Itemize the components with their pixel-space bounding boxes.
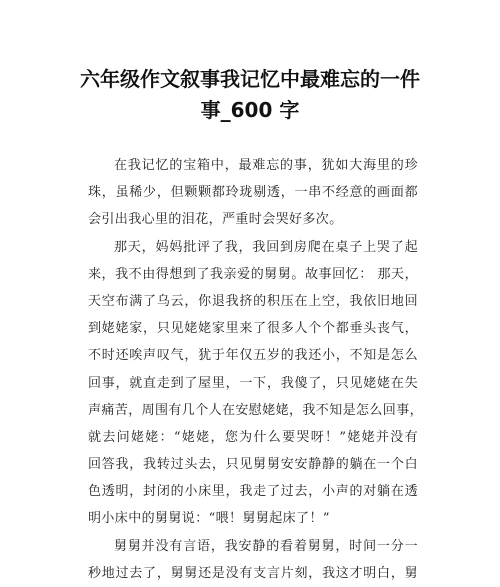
article-line: 舅舅并没有言语，我安静的看着舅舅，时间一分一: [114, 538, 418, 554]
article-line: 珠，虽稀少，但颗颗都玲珑剔透，一串不经意的画面都: [88, 185, 418, 201]
article-line: 会引出我心里的泪花，严重时会哭好多次。: [88, 212, 343, 228]
article-line: 秒地过去了，舅舅还是没有支言片刻，我这才明白，舅: [88, 565, 418, 581]
article-line: 天空布满了乌云，你退我挤的积压在上空，我依旧地回: [88, 293, 418, 309]
document-title: [60, 64, 440, 126]
article-line: 色透明，封闭的小床里，我走了过去，小声的对躺在透: [88, 484, 418, 500]
article-body: [88, 152, 424, 587]
article-line: 声痛苦，周围有几个人在安慰姥姥，我不知是怎么回事，: [88, 402, 424, 418]
article-line: 就去问姥姥：“姥姥，您为什么要哭呀！”姥姥并没有: [88, 429, 418, 445]
article-line: 回答我，我转过头去，只见舅舅安安静静的躺在一个白: [88, 457, 418, 473]
title-line-1: 六年级作文叙事我记忆中最难忘的一件: [80, 67, 420, 91]
article-line: 不时还唉声叹气，犹于年仅五岁的我还小，不知是怎么: [88, 348, 418, 364]
article-line: 那天，妈妈批评了我，我回到房爬在桌子上哭了起: [114, 239, 418, 255]
article-line: 明小床中的舅舅说：“喂！舅舅起床了！”: [88, 511, 330, 527]
article-line: 来，我不由得想到了我亲爱的舅舅。故事回忆： 那天，: [88, 266, 418, 282]
title-line-2: 事_600 字: [200, 98, 300, 122]
article-line: 回事，就直走到了屋里，一下，我傻了，只见姥姥在失: [88, 375, 418, 391]
article-line: 在我记忆的宝箱中，最难忘的事，犹如大海里的珍: [114, 158, 418, 173]
article-line: 到姥姥家，只见姥姥家里来了很多人个个都垂头丧气，: [88, 321, 418, 337]
